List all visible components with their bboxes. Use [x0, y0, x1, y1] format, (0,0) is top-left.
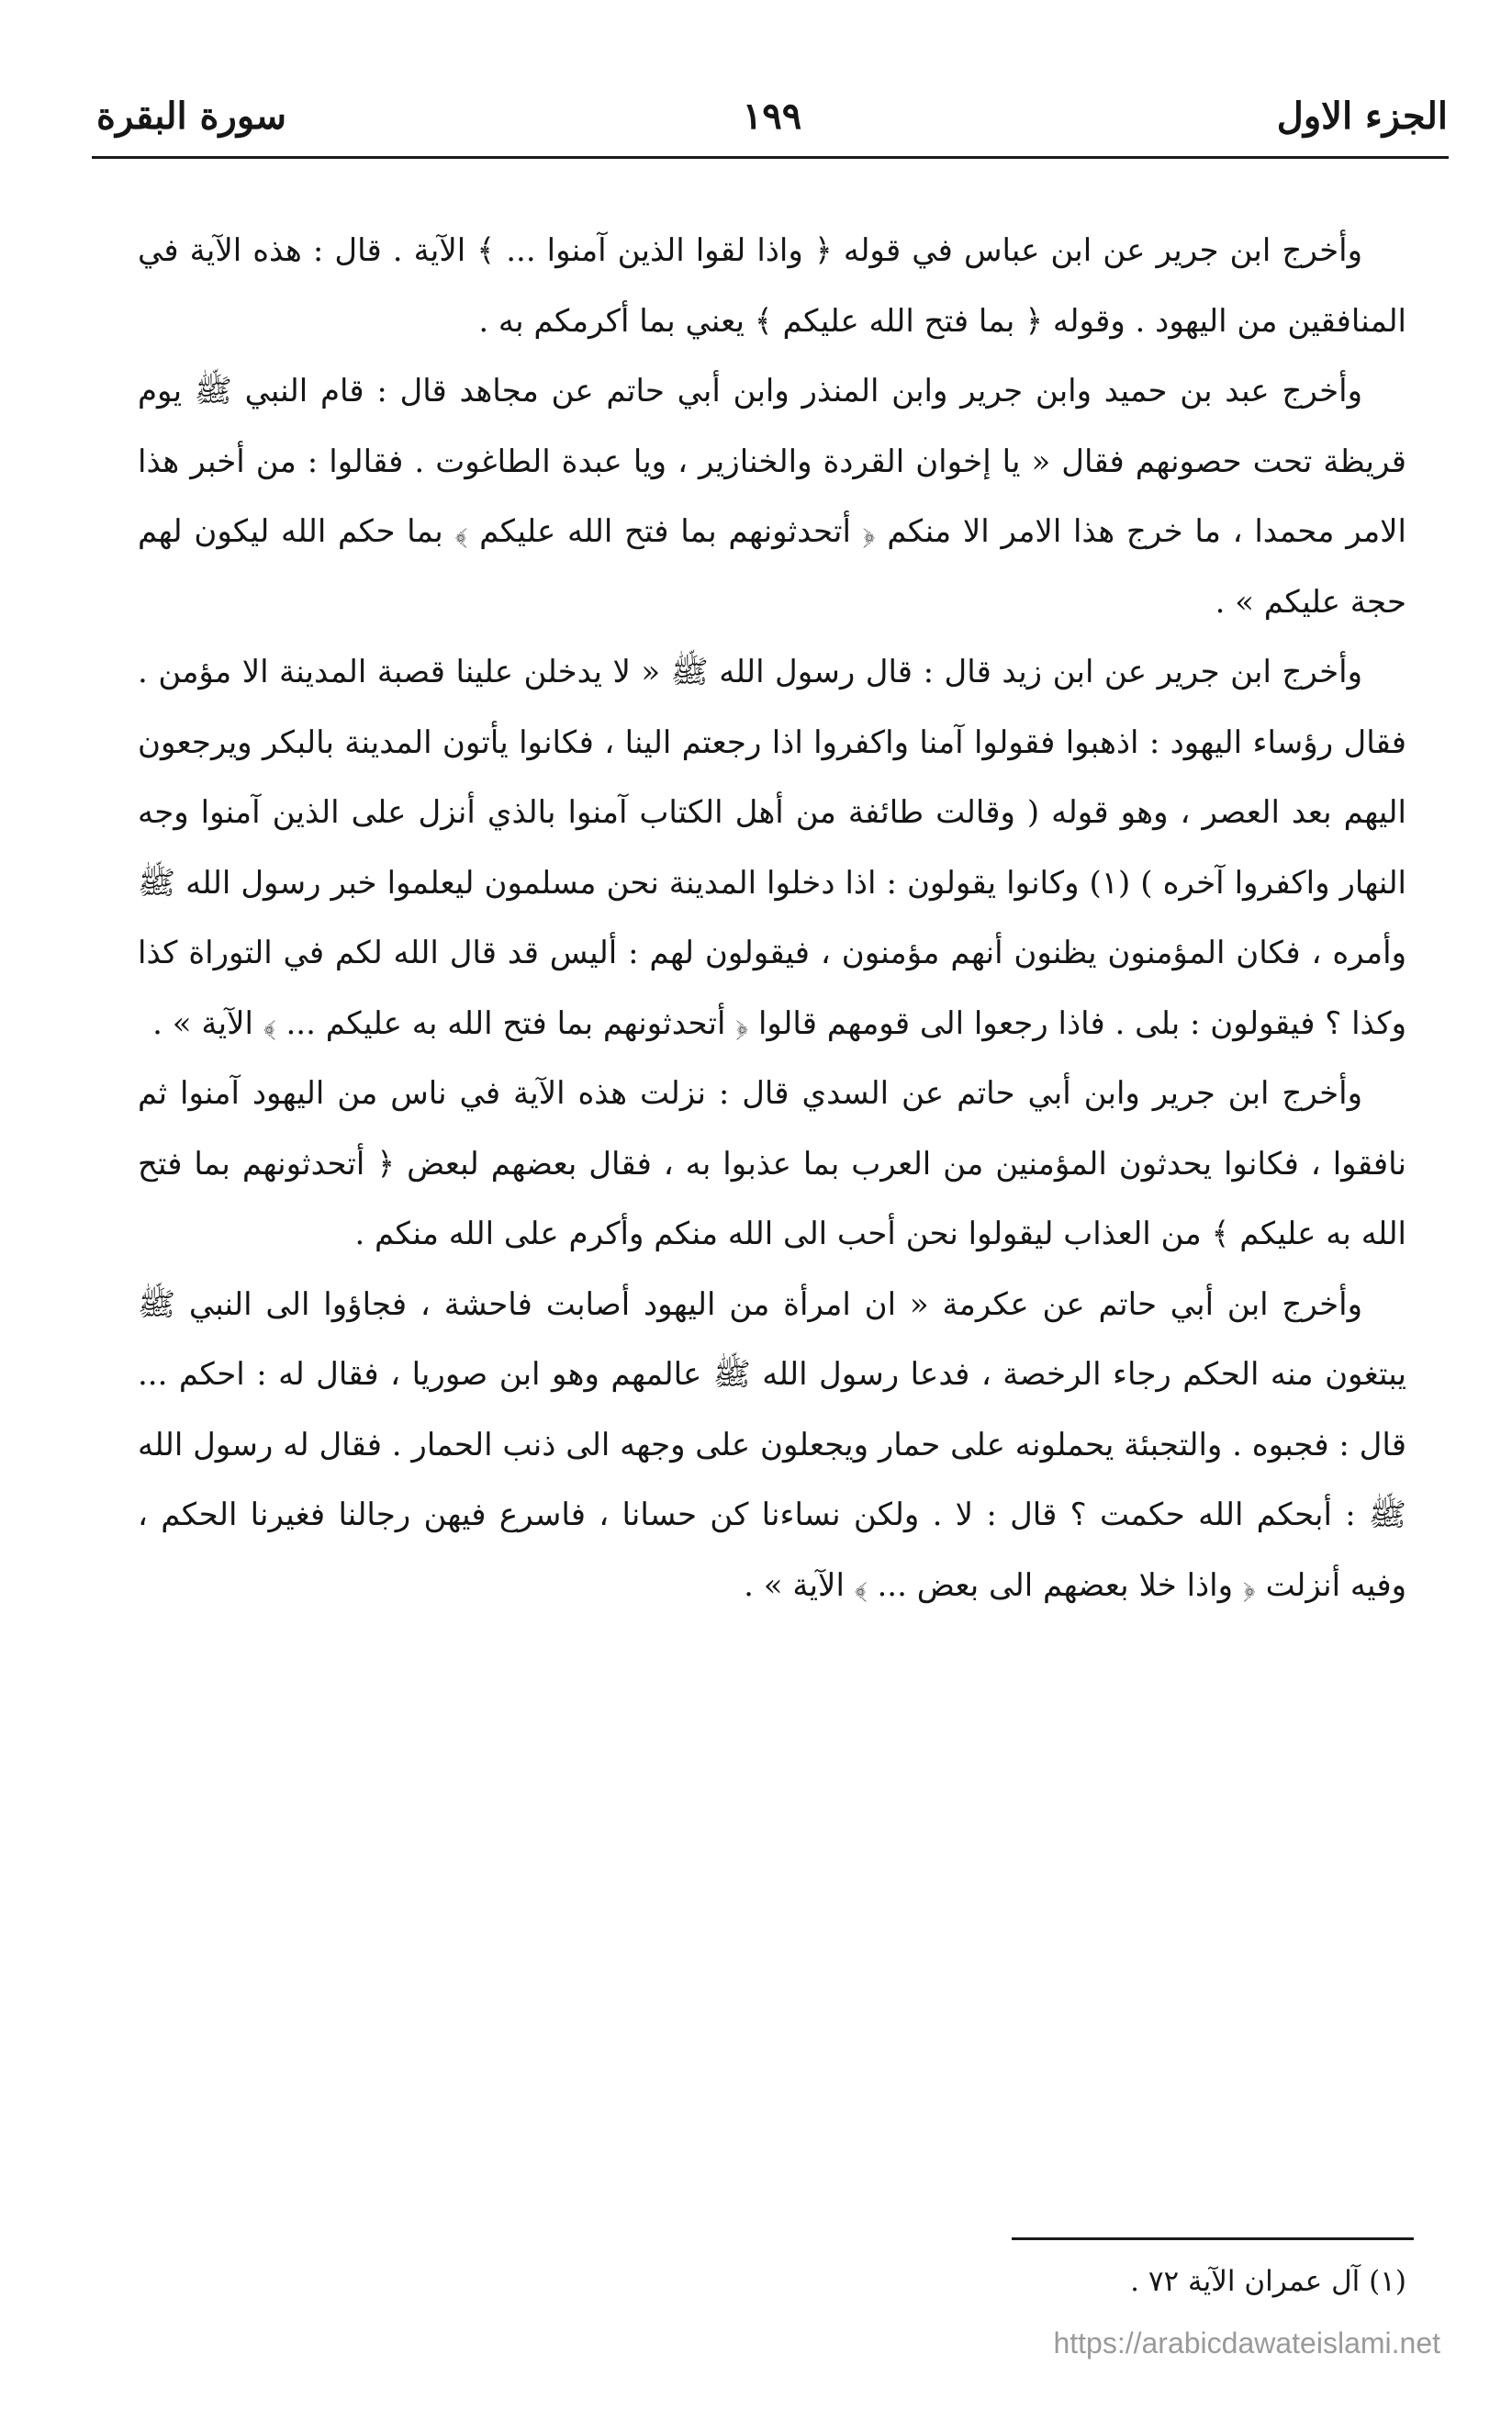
- footnote-divider: [1012, 2237, 1414, 2240]
- paragraph: وأخرج ابن جرير عن ابن عباس في قوله ﴿ واذا لقوا الذين آمنوا ... ﴾ الآية . قال : هذه الآية في المنافقين من اليهود . وقوله ﴿ بما فتح الله عليكم ﴾ يعني بما أكرمكم به .: [138, 232, 1406, 340]
- paragraph: وأخرج عبد بن حميد وابن جرير وابن المنذر وابن أبي حاتم عن مجاهد قال : قام النبي ﷺ يوم قريظة تحت حصونهم فقال « يا إخوان القردة والخنازير ، ويا عبدة الطاغوت . فقالوا : من أخبر هذا الامر محمدا ، ما خرج هذا الامر الا منكم ﴿ أتحدثونهم بما فتح الله عليكم ﴾ بما حكم الله ليكون لهم حجة عليكم » .: [138, 373, 1406, 621]
- footnote: (١) آل عمران الآية ٧٢ .: [1130, 2265, 1406, 2298]
- page-header: [96, 84, 1448, 149]
- paragraph: وأخرج ابن جرير وابن أبي حاتم عن السدي قال : نزلت هذه الآية في ناس من اليهود آمنوا ثم نافقوا ، فكانوا يحدثون المؤمنين من العرب بما عذبوا به ، فقال بعضهم لبعض ﴿ أتحدثونهم بما فتح الله به عليكم ﴾ من العذاب ليقولوا نحن أحب الى الله منكم وأكرم على الله منكم .: [138, 1075, 1406, 1252]
- header-divider: [92, 156, 1449, 159]
- page-number: ١٩٩: [742, 95, 802, 138]
- header-part-label: الجزء الاول: [1276, 95, 1448, 138]
- paragraph: وأخرج ابن أبي حاتم عن عكرمة « ان امرأة من اليهود أصابت فاحشة ، فجاؤوا الى النبي ﷺ يبتغون منه الحكم رجاء الرخصة ، فدعا رسول الله ﷺ عالمهم وهو ابن صوريا ، فقال له : احكم ... قال : فجبوه . والتجبئة يحملونه على حمار ويجعلون على وجهه الى ذنب الحمار . فقال له رسول الله ﷺ : أبحكم الله حكمت ؟ قال : لا . ولكن نساءنا كن حسانا ، فاسرع فيهن رجالنا فغيرنا الحكم ، وفيه أنزلت ﴿ واذا خلا بعضهم الى بعض ... ﴾ الآية » .: [138, 1285, 1406, 1604]
- paragraph: وأخرج ابن جرير عن ابن زيد قال : قال رسول الله ﷺ « لا يدخلن علينا قصبة المدينة الا مؤمن . فقال رؤساء اليهود : اذهبوا فقولوا آمنا واكفروا اذا رجعتم الينا ، فكانوا يأتون المدينة بالبكر ويرجعون اليهم بعد العصر ، وهو قوله ( وقالت طائفة من أهل الكتاب آمنوا بالذي أنزل على الذين آمنوا وجه النهار واكفروا آخره ) (١) وكانوا يقولون : اذا دخلوا المدينة نحن مسلمون ليعلموا خبر رسول الله ﷺ وأمره ، فكان المؤمنون يظنون أنهم مؤمنون ، فيقولون لهم : أليس قد قال الله لكم في التوراة كذا وكذا ؟ فيقولون : بلى . فاذا رجعوا الى قومهم قالوا ﴿ أتحدثونهم بما فتح الله به عليكم ... ﴾ الآية » .: [138, 654, 1406, 1042]
- watermark-url: https://arabicdawateislami.net: [1053, 2326, 1440, 2360]
- page-body: [138, 216, 1406, 1620]
- header-surah-label: سورة البقرة: [96, 95, 287, 138]
